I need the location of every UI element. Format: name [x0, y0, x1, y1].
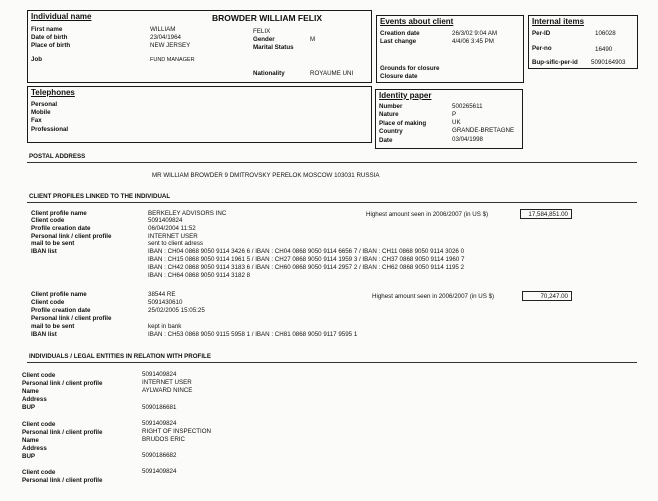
telephones-header: Telephones — [31, 88, 75, 97]
profile-creation-value: 06/04/2004 11:52 — [148, 225, 196, 232]
personal-link-label: Personal link / client profile — [31, 315, 112, 322]
marital-status-label: Marital Status — [253, 44, 294, 51]
mail-label: mail to be sent — [31, 240, 75, 247]
id-country-value: GRANDE-BRETAGNE — [452, 127, 515, 134]
profile-name-label: Client profile name — [31, 210, 87, 217]
last-change-value: 4/4/06 3:45 PM — [452, 38, 494, 45]
creation-date-value: 26/3/02 9:04 AM — [452, 30, 498, 37]
client-code-value: 5091430610 — [148, 299, 183, 306]
job-value: FUND MANAGER — [150, 57, 195, 63]
nationality-label: Nationality — [253, 70, 285, 77]
dob-value: 23/04/1964 — [150, 34, 181, 41]
entity-name-value: BRUDOS ERIC — [142, 436, 185, 443]
creation-date-label: Creation date — [380, 30, 420, 37]
id-number-value: 500265611 — [452, 103, 483, 110]
bup-value: 5090164903 — [591, 59, 626, 66]
events-header: Events about client — [380, 17, 454, 26]
gender-value: M — [310, 36, 316, 43]
highest-amount-label: Highest amount seen in 2006/2007 (in US $) — [372, 293, 495, 300]
id-place-value: UK — [452, 119, 461, 126]
id-number-label: Number — [379, 103, 403, 110]
per-no-value: 16490 — [595, 46, 613, 53]
id-country-label: Country — [379, 128, 403, 135]
highest-amount-label: Highest amount seen in 2006/2007 (in US $) — [366, 211, 489, 218]
mail-value: sent to client adress — [148, 240, 204, 247]
profile-creation-value: 25/02/2005 15:05:25 — [148, 307, 205, 314]
phone-fax-label: Fax — [31, 117, 42, 124]
client-code-label: Client code — [31, 299, 65, 306]
pob-label: Place of birth — [31, 42, 71, 49]
entity-address-label: Address — [22, 396, 47, 403]
entity-name-value: AYLWARD NINCE — [142, 387, 193, 394]
personal-link-label: Personal link / client profile — [31, 233, 112, 240]
divider — [27, 162, 637, 163]
entity-code-value: 5091409824 — [142, 371, 177, 378]
profile-name-value: 38544 RE — [148, 291, 176, 298]
individual-name-header: Individual name — [31, 12, 92, 21]
entity-link-label: Personal link / client profile — [22, 380, 103, 387]
iban-line: IBAN : CH04 0868 9050 9114 3426 6 / IBAN : CH04 0868 9050 9114 6656 7 / IBAN : CH11 0868 9050 9114 3026 0 — [148, 248, 465, 255]
entity-bup-value: 5090186682 — [142, 452, 177, 459]
entity-link-label: Personal link / client profile — [22, 477, 103, 484]
client-code-value: 5091409824 — [148, 217, 183, 224]
phone-personal-label: Personal — [31, 101, 58, 108]
pob-value: NEW JERSEY — [150, 42, 191, 49]
entity-bup-value: 5090186681 — [142, 404, 177, 411]
dob-label: Date of birth — [31, 34, 68, 41]
mail-label: mail to be sent — [31, 323, 75, 330]
full-name: BROWDER WILLIAM FELIX — [212, 13, 323, 23]
id-date-value: 03/04/1998 — [452, 136, 483, 143]
divider — [27, 202, 637, 203]
iban-line: IBAN : CH53 0868 9050 9115 5958 1 / IBAN : CH81 0868 9050 9117 9595 1 — [148, 331, 358, 338]
entity-code-value: 5091409824 — [142, 420, 177, 427]
entity-link-value: INTERNET USER — [142, 379, 192, 386]
entity-link-label: Personal link / client profile — [22, 429, 103, 436]
grounds-closure-label: Grounds for closure — [380, 65, 440, 72]
mail-value: kept in bank — [148, 323, 182, 330]
iban-list-label: IBAN list — [31, 331, 57, 338]
personal-link-value: INTERNET USER — [148, 233, 198, 240]
nationality-value: ROYAUME UNI — [310, 70, 354, 77]
id-nature-value: P — [452, 111, 457, 118]
entity-bup-label: BUP — [22, 453, 36, 460]
entity-name-label: Name — [22, 437, 39, 444]
telephones-panel — [27, 86, 372, 143]
per-no-label: Per-no — [532, 45, 552, 52]
entity-code-label: Client code — [22, 469, 56, 476]
highest-amount-value: 17,584,851.00 — [520, 209, 572, 219]
iban-list-label: IBAN list — [31, 248, 57, 255]
bup-label: Bup-sific-per-id — [532, 59, 578, 66]
identity-paper-header: Identity paper — [379, 91, 432, 100]
entity-bup-label: BUP — [22, 404, 36, 411]
internal-items-header: Internal items — [532, 17, 585, 26]
profile-creation-label: Profile creation date — [31, 307, 91, 314]
phone-professional-label: Professional — [31, 126, 69, 133]
entity-address-label: Address — [22, 445, 47, 452]
postal-address-value: MR WILLIAM BROWDER 9 DMITROVSKY PERELOK MOSCOW 103031 RUSSIA — [152, 172, 380, 179]
divider — [27, 362, 637, 363]
highest-amount-value: 70,247.00 — [522, 291, 572, 301]
iban-line: IBAN : CH64 0868 9050 9114 3182 8 — [148, 272, 251, 279]
postal-address-header: POSTAL ADDRESS — [29, 153, 86, 160]
entity-name-label: Name — [22, 388, 39, 395]
id-date-label: Date — [379, 137, 393, 144]
profile-name-value: BERKELEY ADVISORS INC — [148, 210, 227, 217]
first-name-label: First name — [31, 26, 63, 33]
entity-link-value: RIGHT OF INSPECTION — [142, 428, 211, 435]
client-code-label: Client code — [31, 217, 65, 224]
per-id-value: 106028 — [595, 30, 616, 37]
iban-line: IBAN : CH15 0868 9050 9114 1961 5 / IBAN : CH27 0868 9050 9114 1959 3 / IBAN : CH37 0868 9050 9114 1960 7 — [148, 256, 465, 263]
entity-code-value: 5091409824 — [142, 468, 177, 475]
id-nature-label: Nature — [379, 111, 399, 118]
gender-label: Gender — [253, 36, 275, 43]
first-name-value: WILLIAM — [150, 26, 176, 33]
client-profiles-header: CLIENT PROFILES LINKED TO THE INDIVIDUAL — [29, 193, 171, 200]
iban-line: IBAN : CH42 0868 9050 9114 3183 6 / IBAN : CH60 0868 9050 9114 2957 2 / IBAN : CH62 0868 9050 9114 1195 2 — [148, 264, 465, 271]
profile-creation-label: Profile creation date — [31, 225, 91, 232]
entities-header: INDIVIDUALS / LEGAL ENTITIES IN RELATION WITH PROFILE — [29, 353, 211, 360]
entity-code-label: Client code — [22, 421, 56, 428]
last-change-label: Last change — [380, 38, 417, 45]
middle-name-value: FELIX — [253, 28, 271, 35]
job-label: Job — [31, 56, 43, 63]
id-place-label: Place of making — [379, 120, 427, 127]
entity-code-label: Client code — [22, 372, 56, 379]
closure-date-label: Closure date — [380, 73, 418, 80]
phone-mobile-label: Mobile — [31, 109, 51, 116]
profile-name-label: Client profile name — [31, 291, 87, 298]
per-id-label: Per-ID — [532, 30, 551, 37]
